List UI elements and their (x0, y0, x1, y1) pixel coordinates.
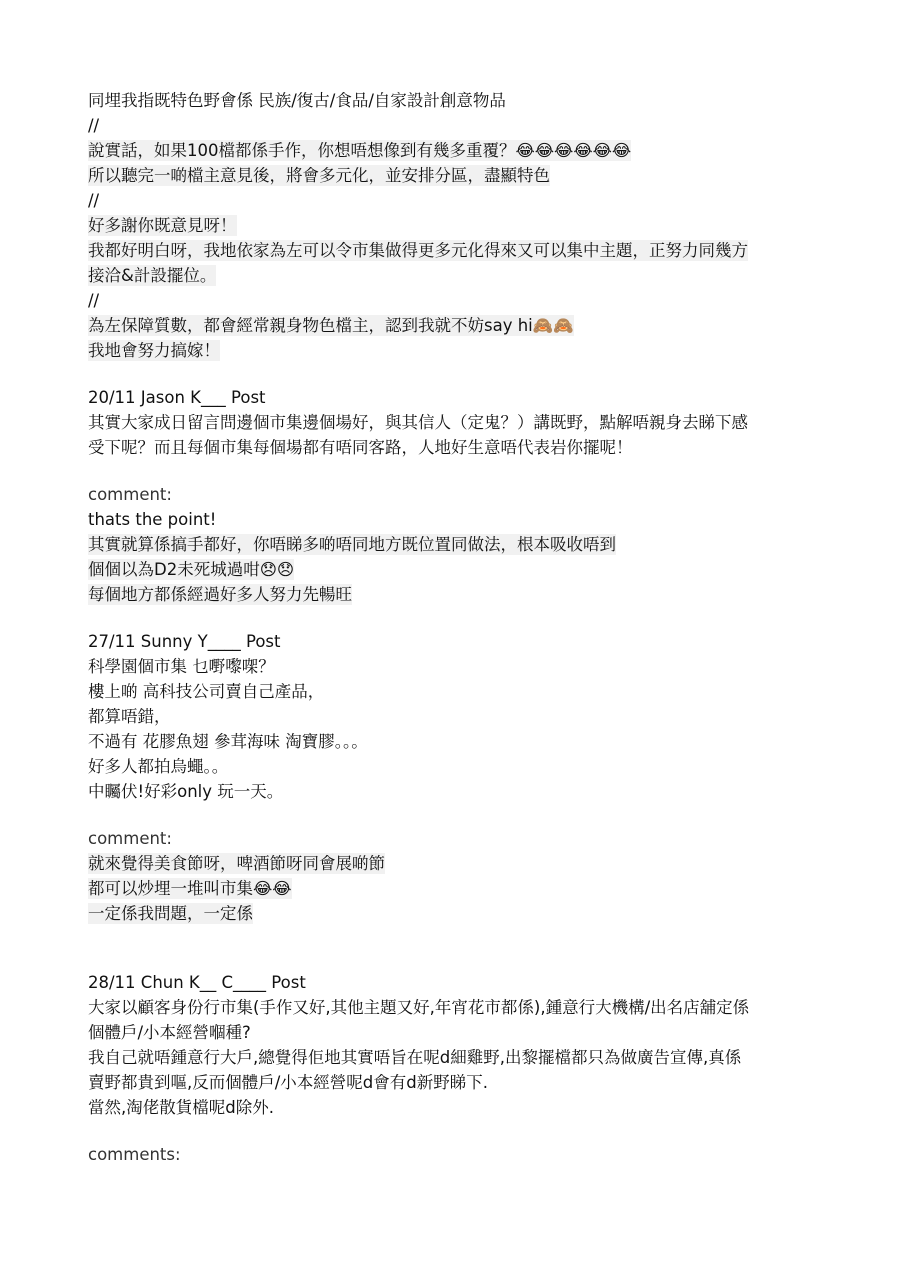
thread-line-text: 我都好明白呀，我地依家為左可以令市集做得更多元化得來又可以集中主題，正努力同幾方 (88, 241, 748, 260)
thread-line (88, 213, 828, 238)
comment-line (88, 851, 828, 876)
post-body (88, 410, 828, 460)
thread-line (88, 188, 828, 213)
post-body-line-text: 樓上啲 高科技公司賣自己產品， (88, 682, 325, 701)
thread-line-text: // (88, 291, 100, 310)
comment-label: comment: (88, 829, 172, 848)
post-header: 20/11 Jason K___ Post (88, 388, 266, 407)
post-chun (88, 970, 828, 1167)
thread-line-text: 好多謝你既意見呀！ (88, 216, 237, 235)
thread-line (88, 288, 828, 313)
post-jason (88, 385, 828, 607)
post-body (88, 654, 828, 804)
thread-line (88, 163, 828, 188)
opening-thread (88, 88, 828, 363)
comment-line-text: 一定係我問題，一定係 (88, 904, 253, 923)
document-page (88, 88, 828, 1167)
post-body-line (88, 1045, 828, 1070)
thread-line (88, 313, 828, 338)
post-body-line-text: 大家以顧客身份行市集(手作又好,其他主題又好,年宵花市都係),鍾意行大機構/出名店舖定係 (88, 998, 750, 1017)
post-body-line (88, 410, 828, 435)
post-body-line (88, 754, 828, 779)
thread-line (88, 238, 828, 263)
comment-line-text: 其實就算係搞手都好，你唔睇多啲唔同地方既位置同做法，根本吸收唔到 (88, 535, 616, 554)
comment-line-text: thats the point! (88, 510, 217, 529)
post-body-line (88, 729, 828, 754)
post-body-line (88, 654, 828, 679)
comment-line-text: 個個以為D2未死城過咁😞😞 (88, 560, 295, 579)
thread-line-text: 我地會努力搞嫁！ (88, 341, 220, 360)
post-body-line (88, 1095, 828, 1120)
post-body-line (88, 779, 828, 804)
post-body-line (88, 435, 828, 460)
comment-list (88, 851, 828, 926)
post-body-line-text: 其實大家成日留言問邊個市集邊個場好，與其信人（定鬼？）講既野，點解唔親身去睇下感 (88, 413, 748, 432)
thread-line-text: 為左保障質數，都會經常親身物色檔主，認到我就不妨say hi🙈🙈 (88, 316, 574, 335)
thread-line (88, 338, 828, 363)
thread-line-text: // (88, 116, 100, 135)
post-body-line-text: 當然,淘佬散貨檔呢d除外. (88, 1098, 274, 1117)
post-body-line-text: 我自己就唔鍾意行大戶,總覺得佢地其實唔旨在呢d細雞野,出黎擺檔都只為做廣告宣傳,真係 (88, 1048, 742, 1067)
thread-line (88, 263, 828, 288)
comment-line (88, 582, 828, 607)
post-body-line-text: 不過有 花膠魚翅 參茸海味 淘寶膠。。。 (88, 732, 368, 751)
comment-line (88, 901, 828, 926)
post-body-line (88, 1070, 828, 1095)
post-header: 28/11 Chun K__ C____ Post (88, 973, 306, 992)
post-body-line-text: 賣野都貴到嘔,反而個體戶/小本經營呢d會有d新野睇下. (88, 1073, 488, 1092)
thread-line-text: 所以聽完一啲檔主意見後，將會多元化，並安排分區，盡顯特色 (88, 166, 550, 185)
thread-line (88, 113, 828, 138)
comment-line (88, 557, 828, 582)
thread-line-text: 接洽&計設擺位。 (88, 266, 217, 285)
thread-line (88, 138, 828, 163)
post-body-line-text: 都算唔錯， (88, 707, 171, 726)
comment-line-text: 每個地方都係經過好多人努力先暢旺 (88, 585, 352, 604)
comment-label: comment: (88, 485, 172, 504)
post-body-line-text: 科學園個市集 乜嘢嚟㗎？ (88, 657, 275, 676)
comment-line (88, 876, 828, 901)
post-header: 27/11 Sunny Y____ Post (88, 632, 281, 651)
comment-line (88, 532, 828, 557)
post-body-line (88, 704, 828, 729)
post-body-line-text: 個體戶/小本經營嗰種? (88, 1023, 251, 1042)
comment-label: comments: (88, 1145, 181, 1164)
post-body-line-text: 好多人都拍烏蠅。。 (88, 757, 229, 776)
post-body-line (88, 1020, 828, 1045)
post-body (88, 995, 828, 1120)
post-body-line-text: 中矚伏!好彩only 玩一天。 (88, 782, 284, 801)
post-body-line (88, 679, 828, 704)
comment-line-text: 都可以炒埋一堆叫市集😂😂 (88, 879, 292, 898)
comment-line (88, 507, 828, 532)
thread-line-text: 同埋我指既特色野會係 民族/復古/食品/自家設計創意物品 (88, 91, 506, 110)
post-sunny (88, 629, 828, 926)
post-body-line-text: 受下呢？而且每個市集每個場都有唔同客路，人地好生意唔代表岩你擺呢！ (88, 438, 633, 457)
thread-line (88, 88, 828, 113)
thread-line-text: // (88, 191, 100, 210)
comment-line-text: 就來覺得美食節呀，啤酒節呀同會展啲節 (88, 854, 385, 873)
post-body-line (88, 995, 828, 1020)
thread-line-text: 說實話，如果100檔都係手作，你想唔想像到有幾多重覆？😂😂😂😂😂😂 (88, 141, 632, 160)
comment-list (88, 507, 828, 607)
